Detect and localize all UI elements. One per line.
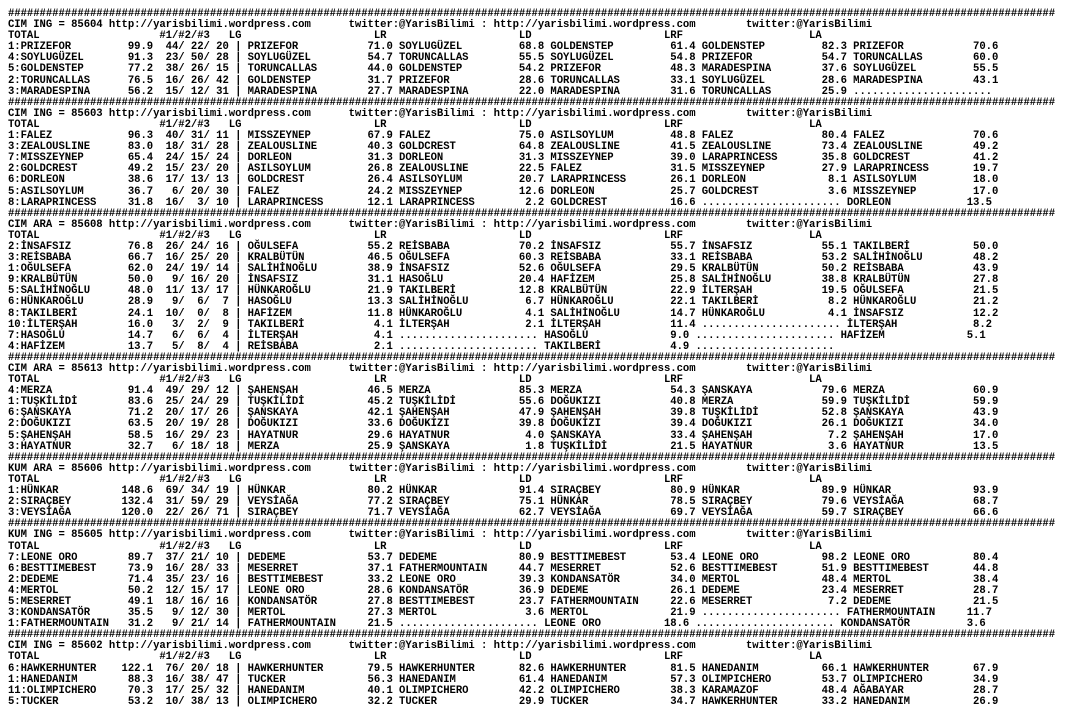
report-line: 9:KRALBÜTÜN 50.0 9/ 16/ 20 | İNSAFSIZ 31.1 HASOĞLU 20.4 HAFİZEM 25.8 SALİHİNOĞLU 38.8 KRALBÜTÜN 27.8 [8, 274, 999, 287]
report-line: 1:FATHERMOUNTAIN 31.2 9/ 21/ 14 | FATHERMOUNTAIN 21.5 ...................... LEONE ORO 18.6 ...................... KONDANSATÖR 3.6 [8, 618, 986, 631]
report-line: 3:HAYATNUR 32.7 6/ 18/ 18 | MERZA 25.9 ŞANSKAYA 1.8 TUŞKİLİDİ 21.5 HAYATNUR 3.6 HAYATNUR 13.5 [8, 440, 999, 453]
report-line: 4:MERTOL 50.2 12/ 15/ 17 | LEONE ORO 28.6 KONDANSATÖR 36.9 DEDEME 26.1 DEDEME 23.4 MESERRET 28.7 [8, 584, 999, 597]
report-line: 2:DEDEME 71.4 35/ 23/ 16 | BESTTIMEBEST 33.2 LEONE ORO 39.3 KONDANSATÖR 34.0 MERTOL 48.4 MERTOL 38.4 [8, 573, 999, 586]
report-line: 1:TUŞKİLİDİ 83.6 25/ 24/ 29 | TUŞKİLİDİ 45.2 TUŞKİLİDİ 55.6 DOĞUKIZI 40.8 MERZA 59.9 TUŞKİLİDİ 59.9 [8, 396, 999, 409]
report-line: 6:BESTTIMEBEST 73.9 16/ 28/ 33 | MESERRET 37.1 FATHERMOUNTAIN 44.7 MESERRET 52.6 BESTTIMEBEST 51.9 BESTTIMEBEST 44.8 [8, 562, 999, 575]
report-line: CIM ARA = 85608 http://yarisbilimi.wordpress.com twitter:@YarisBilimi : http://yarisbilimi.wordpress.com twitter:@YarisBilimi [8, 218, 873, 231]
report-line: 8:LARAPRINCESS 31.8 16/ 3/ 10 | LARAPRINCESS 12.1 LARAPRINCESS 2.2 GOLDCREST 16.6 ...................... DORLEON 13.5 [8, 196, 992, 209]
report-line: 2:İNSAFSIZ 76.8 26/ 24/ 16 | OĞULSEFA 55.2 REİSBABA 70.2 İNSAFSIZ 55.7 İNSAFSIZ 55.1 TAKILBERİ 50.0 [8, 240, 999, 253]
report-line: TOTAL #1/#2/#3 LG LR LD LRF LA [8, 540, 822, 553]
report-line: 1:HANEDANIM 88.3 16/ 38/ 47 | TUCKER 56.3 HANEDANIM 61.4 HANEDANIM 57.3 OLIMPICHERO 53.7 OLIMPICHERO 34.9 [8, 673, 999, 686]
report-line: 5:ASILSOYLUM 36.7 6/ 20/ 30 | FALEZ 24.2 MISSZEYNEP 12.6 DORLEON 25.7 GOLDCREST 3.6 MISSZEYNEP 17.0 [8, 185, 999, 198]
report-line: ###################################################################################################################################################################### [8, 518, 1056, 531]
report-line: 1:FALEZ 96.3 40/ 31/ 11 | MISSZEYNEP 67.9 FALEZ 75.0 ASILSOYLUM 48.8 FALEZ 80.4 FALEZ 70.6 [8, 130, 999, 143]
report-line: 1:HÜNKAR 148.6 69/ 34/ 19 | HÜNKAR 80.2 HÜNKAR 91.4 SIRAÇBEY 80.9 HÜNKAR 89.9 HÜNKAR 93.9 [8, 485, 999, 498]
report-line: 1:OĞULSEFA 62.0 24/ 19/ 14 | SALİHİNOĞLU 38.9 İNSAFSIZ 52.6 OĞULSEFA 29.5 KRALBÜTÜN 50.2 REİSBABA 43.9 [8, 263, 999, 276]
report-line: 10:İLTERŞAH 16.0 3/ 2/ 9 | TAKILBERİ 4.1 İLTERŞAH 2.1 İLTERŞAH 11.4 ...................... İLTERŞAH 8.2 [8, 318, 992, 331]
report-line: 5:TUCKER 53.2 10/ 38/ 13 | OLIMPICHERO 32.2 TUCKER 29.9 TUCKER 34.7 HAWKERHUNTER 33.2 HANEDANIM 26.9 [8, 695, 999, 708]
report-line: 1:PRIZEFOR 99.9 44/ 22/ 20 | PRIZEFOR 71.0 SOYLUGÜZEL 68.8 GOLDENSTEP 61.4 GOLDENSTEP 82.3 PRIZEFOR 70.6 [8, 41, 999, 54]
report-line: 5:MESERRET 49.1 18/ 16/ 16 | KONDANSATÖR 27.8 BESTTIMEBEST 23.7 FATHERMOUNTAIN 22.6 MESERRET 7.2 DEDEME 21.5 [8, 595, 999, 608]
report-line: 3:KONDANSATÖR 35.5 9/ 12/ 30 | MERTOL 27.3 MERTOL 3.6 MERTOL 21.9 ...................... FATHERMOUNTAIN 11.7 [8, 607, 992, 620]
report-line: CIM ING = 85602 http://yarisbilimi.wordpress.com twitter:@YarisBilimi : http://yarisbilimi.wordpress.com twitter:@YarisBilimi [8, 640, 873, 653]
report-line: ###################################################################################################################################################################### [8, 629, 1056, 642]
report-line: 4:MERZA 91.4 49/ 29/ 12 | ŞAHENŞAH 46.5 MERZA 85.3 MERZA 54.3 ŞANSKAYA 79.6 MERZA 60.9 [8, 385, 999, 398]
report-line: ###################################################################################################################################################################### [8, 451, 1056, 464]
report-line: 5:GOLDENSTEP 77.2 38/ 26/ 15 | TORUNCALLAS 44.0 GOLDENSTEP 54.2 PRIZEFOR 48.3 MARADESPINA 37.6 SOYLUGÜZEL 55.5 [8, 63, 999, 76]
report-line: TOTAL #1/#2/#3 LG LR LD LRF LA [8, 229, 822, 242]
report-line: CIM ARA = 85613 http://yarisbilimi.wordpress.com twitter:@YarisBilimi : http://yarisbilimi.wordpress.com twitter:@YarisBilimi [8, 363, 873, 375]
report-line: 6:ŞANSKAYA 71.2 20/ 17/ 26 | ŞANSKAYA 42.1 ŞAHENŞAH 47.9 ŞAHENŞAH 39.8 TUŞKİLİDİ 52.8 ŞANSKAYA 43.9 [8, 407, 999, 420]
report-line: 8:TAKILBERİ 24.1 10/ 0/ 8 | HAFİZEM 11.8 HÜNKAROĞLU 4.1 SALİHİNOĞLU 14.7 HÜNKAROĞLU 4.1 İNSAFSIZ 12.2 [8, 307, 999, 320]
report-line: 5:SALİHİNOĞLU 48.0 11/ 13/ 17 | HÜNKAROĞLU 21.9 TAKILBERİ 12.8 KRALBÜTÜN 22.9 İLTERŞAH 19.5 OĞULSEFA 21.5 [8, 285, 999, 298]
report-line: 4:HAFİZEM 13.7 5/ 8/ 4 | REİSBABA 2.1 ...................... TAKILBERİ 4.9 ...................... [8, 340, 835, 353]
report-line: 5:ŞAHENŞAH 58.5 16/ 29/ 23 | HAYATNUR 29.6 HAYATNUR 4.0 ŞANSKAYA 33.4 ŞAHENŞAH 7.2 ŞAHENŞAH 17.0 [8, 429, 999, 442]
report-line: TOTAL #1/#2/#3 LG LR LD LRF LA [8, 30, 822, 43]
report-line: 4:SOYLUGÜZEL 91.3 23/ 50/ 28 | SOYLUGÜZEL 54.7 TORUNCALLAS 55.5 SOYLUGÜZEL 54.8 PRIZEFOR 54.7 TORUNCALLAS 60.0 [8, 52, 999, 65]
report-line: ###################################################################################################################################################################### [8, 96, 1056, 109]
report-line: 11:OLIMPICHERO 70.3 17/ 25/ 32 | HANEDANIM 40.1 OLIMPICHERO 42.2 OLIMPICHERO 38.3 KARAMAZOF 48.4 AĞABAYAR 28.7 [8, 684, 999, 697]
report-line: 3:VEYSİAĞA 120.0 22/ 26/ 71 | SIRAÇBEY 71.7 VEYSİAĞA 62.7 VEYSİAĞA 69.7 VEYSİAĞA 59.7 SIRAÇBEY 66.6 [8, 507, 999, 520]
report-line: TOTAL #1/#2/#3 LG LR LD LRF LA [8, 118, 822, 131]
report-line: 3:ZEALOUSLINE 83.0 18/ 31/ 28 | ZEALOUSLINE 40.3 GOLDCREST 64.8 ZEALOUSLINE 41.5 ZEALOUSLINE 73.4 ZEALOUSLINE 49.2 [8, 141, 999, 154]
report-line: 3:REİSBABA 66.7 16/ 25/ 20 | KRALBÜTÜN 46.5 OĞULSEFA 60.3 REİSBABA 33.1 REİSBABA 53.2 SALİHİNOĞLU 48.2 [8, 252, 999, 265]
report-line: ###################################################################################################################################################################### [8, 207, 1056, 220]
report-line: 2:GOLDCREST 49.2 15/ 23/ 20 | ASILSOYLUM 26.8 ZEALOUSLINE 22.5 FALEZ 31.5 MISSZEYNEP 27.9 LARAPRINCESS 19.7 [8, 163, 999, 176]
race-report-document [8, 9, 1055, 708]
report-line: 2:DOĞUKIZI 63.5 20/ 19/ 28 | DOĞUKIZI 33.6 DOĞUKIZI 39.8 DOĞUKIZI 39.4 DOĞUKIZI 26.1 DOĞUKIZI 34.0 [8, 418, 999, 431]
report-line: ###################################################################################################################################################################### [8, 8, 1056, 20]
report-line: TOTAL #1/#2/#3 LG LR LD LRF LA [8, 374, 822, 387]
report-line: TOTAL #1/#2/#3 LG LR LD LRF LA [8, 473, 822, 486]
report-line: KUM ARA = 85606 http://yarisbilimi.wordpress.com twitter:@YarisBilimi : http://yarisbilimi.wordpress.com twitter:@YarisBilimi [8, 462, 873, 475]
report-line: 2:SIRAÇBEY 132.4 31/ 59/ 29 | VEYSİAĞA 77.2 SIRAÇBEY 75.1 HÜNKAR 78.5 SIRAÇBEY 79.6 VEYSİAĞA 68.7 [8, 496, 999, 509]
report-line: KUM ING = 85605 http://yarisbilimi.wordpress.com twitter:@YarisBilimi : http://yarisbilimi.wordpress.com twitter:@YarisBilimi [8, 529, 873, 542]
report-line: 6:DORLEON 38.6 17/ 13/ 13 | GOLDCREST 26.4 ASILSOYLUM 20.7 LARAPRINCESS 26.1 DORLEON 8.1 ASILSOYLUM 18.0 [8, 174, 999, 187]
report-line: 7:LEONE ORO 89.7 37/ 21/ 10 | DEDEME 53.7 DEDEME 80.9 BESTTIMEBEST 53.4 LEONE ORO 98.2 LEONE ORO 80.4 [8, 551, 999, 564]
report-line: 2:TORUNCALLAS 76.5 16/ 26/ 42 | GOLDENSTEP 31.7 PRIZEFOR 28.6 TORUNCALLAS 33.1 SOYLUGÜZEL 28.6 MARADESPINA 43.1 [8, 74, 999, 87]
report-line: 6:HAWKERHUNTER 122.1 76/ 20/ 18 | HAWKERHUNTER 79.5 HAWKERHUNTER 82.6 HAWKERHUNTER 81.5 HANEDANIM 66.1 HAWKERHUNTER 67.9 [8, 662, 999, 675]
report-line: 6:HÜNKAROĞLU 28.9 9/ 6/ 7 | HASOĞLU 13.3 SALİHİNOĞLU 6.7 HÜNKAROĞLU 22.1 TAKILBERİ 8.2 HÜNKAROĞLU 21.2 [8, 296, 999, 309]
report-line: CIM ING = 85603 http://yarisbilimi.wordpress.com twitter:@YarisBilimi : http://yarisbilimi.wordpress.com twitter:@YarisBilimi [8, 107, 873, 120]
report-line: 3:MARADESPINA 56.2 15/ 12/ 31 | MARADESPINA 27.7 MARADESPINA 22.0 MARADESPINA 31.6 TORUNCALLAS 25.9 ...................... [8, 85, 992, 98]
report-line: 7:MISSZEYNEP 65.4 24/ 15/ 24 | DORLEON 31.3 DORLEON 31.3 MISSZEYNEP 39.0 LARAPRINCESS 35.8 GOLDCREST 41.2 [8, 152, 999, 165]
report-line: CIM ING = 85604 http://yarisbilimi.wordpress.com twitter:@YarisBilimi : http://yarisbilimi.wordpress.com twitter:@YarisBilimi [8, 19, 873, 32]
report-line: 7:HASOĞLU 14.7 6/ 6/ 4 | İLTERŞAH 4.1 ...................... HASOĞLU 9.0 ...................... HAFİZEM 5.1 [8, 329, 986, 342]
report-line: TOTAL #1/#2/#3 LG LR LD LRF LA [8, 651, 822, 664]
report-line: ###################################################################################################################################################################### [8, 351, 1056, 364]
